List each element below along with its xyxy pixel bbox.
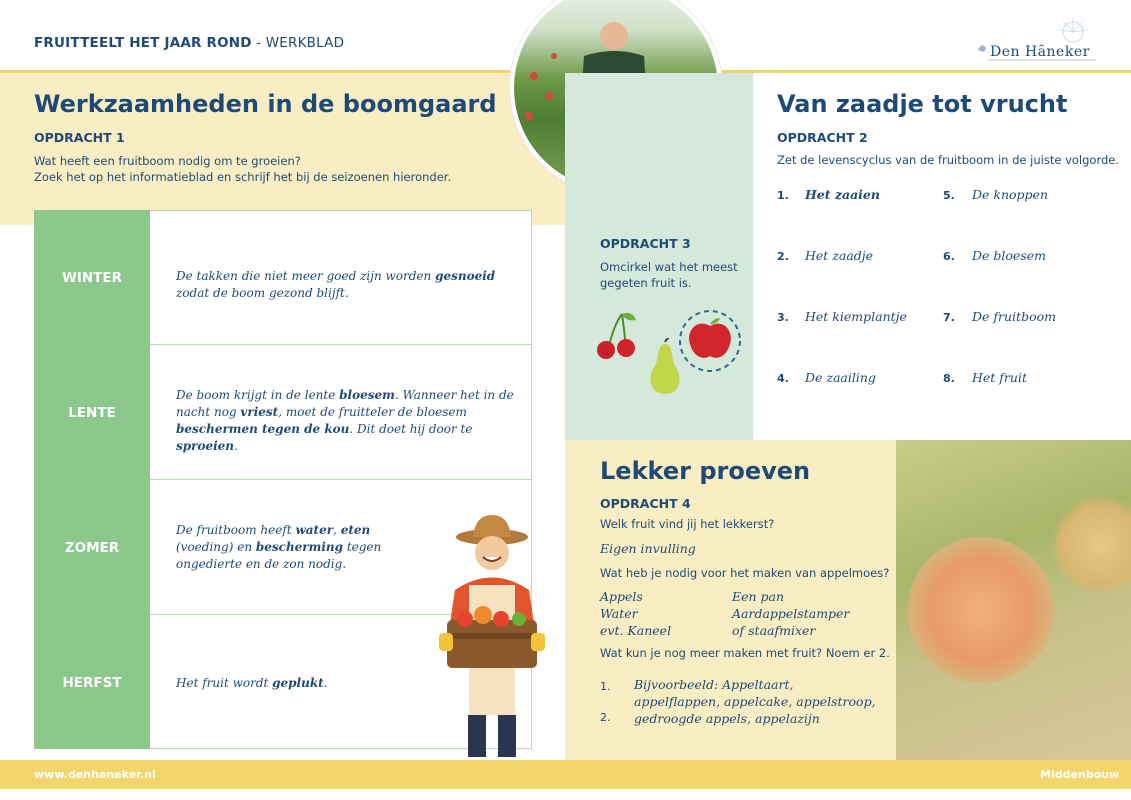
- season-answer: Het fruit wordt geplukt.: [176, 676, 328, 690]
- season-answer: De boom krijgt in de lente bloesem. Wanneer het in de nacht nog vriest, moet de fruitteler de bloesem beschermen tegen de kou. Dit doet hij door te sproeien.: [176, 388, 514, 453]
- apple-photo: [896, 440, 1131, 760]
- cycle-number: 5.: [943, 189, 955, 202]
- cycle-step: De zaailing: [805, 370, 876, 385]
- logo-text: Den Hȃneker: [990, 44, 1090, 60]
- question: Wat heb je nodig voor het maken van appelmoes?: [600, 566, 890, 580]
- answer-list: Een pan Aardappelstamper of staafmixer: [732, 589, 850, 638]
- question: Wat kun je nog meer maken met fruit? Noem er 2.: [600, 646, 890, 660]
- answer-number: 1.: [600, 680, 611, 693]
- cycle-step: Het zaaien: [805, 187, 880, 202]
- assignment-instruction: Wat heeft een fruitboom nodig om te groeien? Zoek het op het informatieblad en schrijf het bij de seizoenen hieronder.: [34, 154, 452, 184]
- grade-level-label: Middenbouw: [1040, 768, 1120, 781]
- cycle-number: 4.: [777, 372, 789, 385]
- worksheet-title: FRUITTEELT HET JAAR ROND - WERKBLAD: [34, 35, 345, 51]
- season-label: LENTE: [68, 405, 116, 421]
- cycle-step: De fruitboom: [972, 309, 1056, 324]
- season-answer: De fruitboom heeft water, eten (voeding) en bescherming tegen ongedierte en de zon nodig.: [176, 523, 382, 571]
- season-label: HERFST: [62, 675, 122, 691]
- cycle-step: Het kiemplantje: [805, 309, 907, 324]
- assignment-label: OPDRACHT 4: [600, 496, 691, 511]
- assignment-label: OPDRACHT 3: [600, 236, 691, 251]
- answer-list: Appels Water evt. Kaneel: [600, 589, 672, 638]
- cycle-number: 2.: [777, 250, 789, 263]
- question: Welk fruit vind jij het lekkerst?: [600, 517, 775, 531]
- cycle-step: Het fruit: [972, 370, 1027, 385]
- answer-list: Bijvoorbeeld: Appeltaart, appelflappen, appelcake, appelstroop, gedroogde appels, appelazijn: [634, 677, 876, 726]
- section-heading: Lekker proeven: [600, 457, 811, 485]
- answer-number: 2.: [600, 711, 611, 724]
- cycle-number: 8.: [943, 372, 955, 385]
- cherries-icon: [592, 310, 652, 360]
- cycle-step: Het zaadje: [805, 248, 874, 263]
- assignment-label: OPDRACHT 1: [34, 130, 125, 145]
- farmer-illustration-icon: [425, 515, 555, 760]
- assignment-instruction: Zet de levenscyclus van de fruitboom in de juiste volgorde.: [777, 153, 1119, 167]
- cycle-number: 3.: [777, 311, 789, 324]
- cycle-step: De bloesem: [972, 248, 1046, 263]
- footer-bar: [0, 760, 1131, 789]
- season-label: WINTER: [61, 270, 123, 286]
- footer-link[interactable]: www.denhaneker.nl: [34, 768, 156, 781]
- cycle-number: 7.: [943, 311, 955, 324]
- season-row-winter: [34, 210, 532, 345]
- season-label: ZOMER: [64, 540, 120, 556]
- cycle-number: 1.: [777, 189, 789, 202]
- assignment-label: OPDRACHT 2: [777, 130, 868, 145]
- cycle-number: 6.: [943, 250, 955, 263]
- season-answer: De takken die niet meer goed zijn worden gesnoeid zodat de boom gezond blijft.: [176, 269, 496, 300]
- season-row-lente: [34, 345, 532, 480]
- assignment-instruction: Omcirkel wat het meest gegeten fruit is.: [600, 260, 738, 290]
- apple-icon: [676, 308, 744, 374]
- answer: Eigen invulling: [600, 541, 696, 556]
- section-heading: Werkzaamheden in de boomgaard: [34, 90, 497, 118]
- cycle-step: De knoppen: [972, 187, 1048, 202]
- section-heading: Van zaadje tot vrucht: [777, 90, 1068, 118]
- logo-icon: [968, 18, 1108, 68]
